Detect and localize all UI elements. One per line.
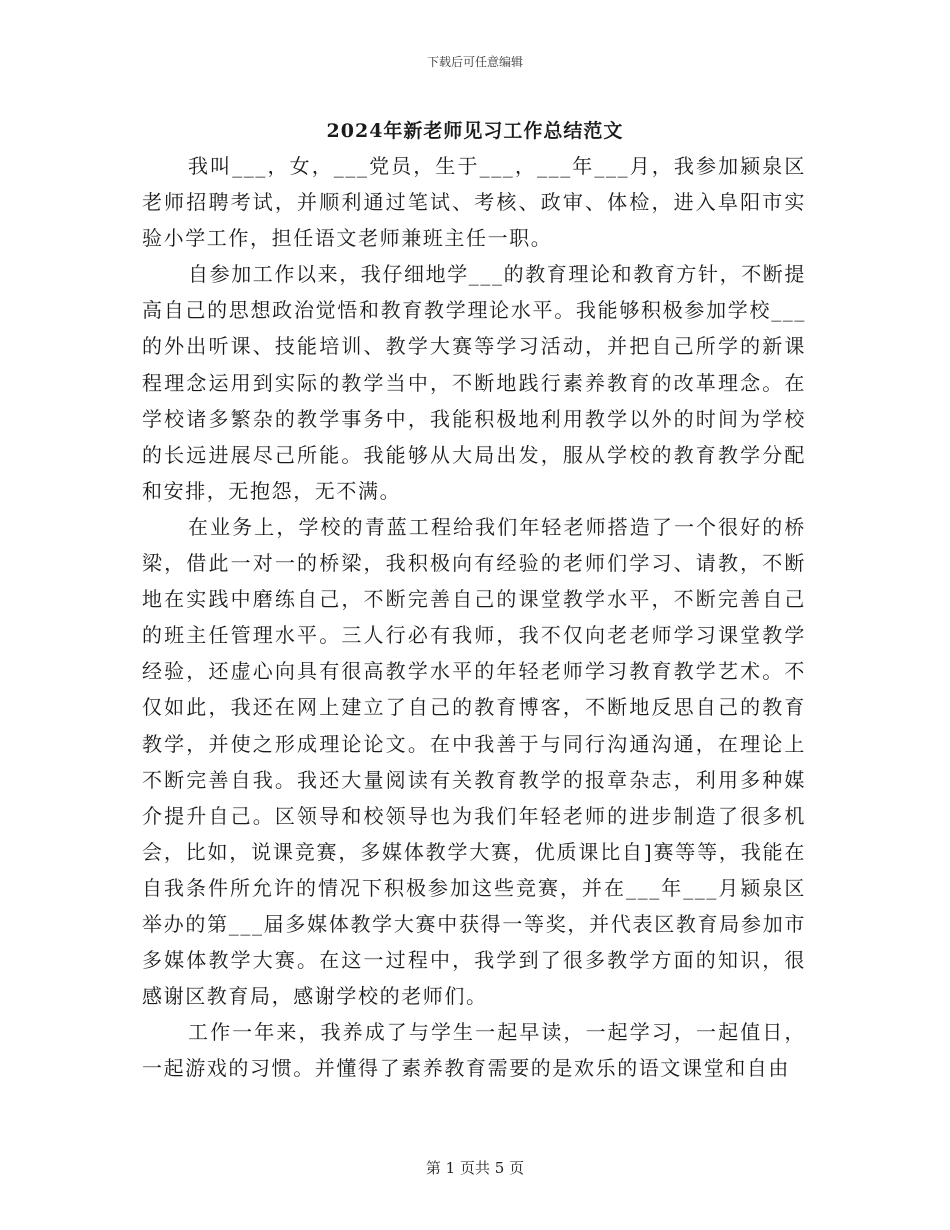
paragraph-3: 在业务上，学校的青蓝工程给我们年轻老师搭造了一个很好的桥梁，借此一对一的桥梁，我积极向有经验的老师们学习、请教，不断地在实践中磨练自己，不断完善自己的课堂教学水平，不断完善自己的班主任管理水平。三人行必有我师，我不仅向老老师学习课堂教学经验，还虚心向具有很高教学水平的年轻老师学习教育教学艺术。不仅如此，我还在网上建立了自己的教育博客，不断地反思自己的教育教学，并使之形成理论论文。在中我善于与同行沟通沟通，在理论上不断完善自我。我还大量阅读有关教育教学的报章杂志，利用多种媒介提升自己。区领导和校领导也为我们年轻老师的进步制造了很多机会，比如，说课竞赛，多媒体教学大赛，优质课比自]赛等等，我能在自我条件所允许的情况下积极参加这些竞赛，并在___年___月颍泉区举办的第___届多媒体教学大赛中获得一等奖，并代表区教育局参加市多媒体教学大赛。在这一过程中，我学到了很多教学方面的知识，很感谢区教育局，感谢学校的老师们。	[142, 514, 806, 1009]
paragraph-2: 自参加工作以来，我仔细地学___的教育理论和教育方针，不断提高自己的思想政治觉悟和教育教学理论水平。我能够积极参加学校___的外出听课、技能培训、教学大赛等学习活动，并把自己所学的新课程理念运用到实际的教学当中，不断地践行素养教育的改革理念。在学校诸多繁杂的教学事务中，我能积极地利用教学以外的时间为学校的长远进展尽己所能。我能够从大局出发，服从学校的教育教学分配和安排，无抱怨，无不满。	[142, 262, 806, 503]
header-note: 下载后可任意编辑	[426, 55, 523, 69]
document-body	[142, 148, 806, 1086]
document-title: 2024年新老师见习工作总结范文	[326, 120, 624, 142]
paragraph-1: 我叫___，女，___党员，生于___，___年___月，我参加颍泉区老师招聘考试，并顺利通过笔试、考核、政审、体检，进入阜阳市实验小学工作，担任语文老师兼班主任一职。	[142, 154, 806, 251]
paragraph-4: 工作一年来，我养成了与学生一起早读，一起学习，一起值日，一起游戏的习惯。并懂得了素养教育需要的是欢乐的语文课堂和自由	[142, 1020, 806, 1081]
page-number: 第 1 页共 5 页	[425, 1159, 525, 1177]
